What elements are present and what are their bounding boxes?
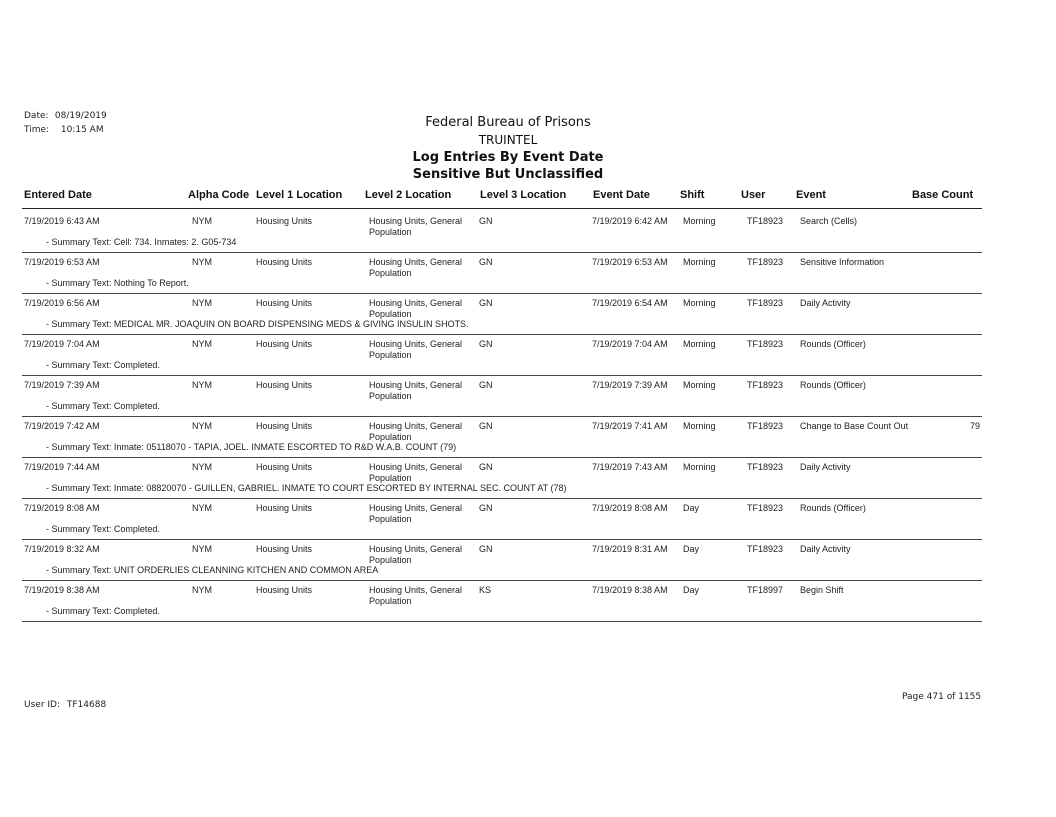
log-entries <box>0 212 1000 622</box>
col-level3-location: Level 3 Location <box>480 189 567 201</box>
system-name: TRUINTEL <box>478 133 538 147</box>
event-date-cell: 7/19/2019 8:08 AM <box>592 503 668 513</box>
level2-location-cell: Housing Units, General Population <box>369 462 463 483</box>
level3-location-cell: GN <box>479 544 493 554</box>
user-cell: TF18923 <box>747 216 784 226</box>
entered-date-cell: 7/19/2019 8:32 AM <box>24 544 100 554</box>
level2-location-cell: Housing Units, General Population <box>369 257 463 278</box>
shift-cell: Morning <box>683 462 716 472</box>
alpha-code-cell: NYM <box>192 216 212 226</box>
level3-location-cell: GN <box>479 421 493 431</box>
level2-location-cell: Housing Units, General Population <box>369 339 463 360</box>
user-cell: TF18923 <box>747 462 784 472</box>
event-cell: Rounds (Officer) <box>800 339 866 349</box>
level1-location-cell: Housing Units <box>256 298 313 308</box>
table-row <box>0 417 1000 458</box>
summary-text: - Summary Text: Inmate: 05118070 - TAPIA, JOEL. INMATE ESCORTED TO R&D W.A.B. COUNT (79) <box>46 442 457 452</box>
col-level1-location: Level 1 Location <box>256 189 343 201</box>
event-cell: Daily Activity <box>800 298 851 308</box>
level1-location-cell: Housing Units <box>256 585 313 595</box>
summary-text: - Summary Text: Cell: 734. Inmates: 2. G05-734 <box>46 237 237 247</box>
entered-date-cell: 7/19/2019 6:56 AM <box>24 298 100 308</box>
shift-cell: Morning <box>683 421 716 431</box>
col-user: User <box>741 189 766 201</box>
level1-location-cell: Housing Units <box>256 339 313 349</box>
event-cell: Search (Cells) <box>800 216 858 226</box>
event-date-cell: 7/19/2019 6:54 AM <box>592 298 668 308</box>
header-rule <box>22 208 982 209</box>
table-header <box>0 186 990 210</box>
summary-text: - Summary Text: Completed. <box>46 401 160 411</box>
table-row <box>0 581 1000 622</box>
level2-location-cell: Housing Units, General Population <box>369 421 463 442</box>
event-cell: Daily Activity <box>800 544 851 554</box>
event-cell: Sensitive Information <box>800 257 885 267</box>
level2-location-cell: Housing Units, General Population <box>369 298 463 319</box>
event-date-cell: 7/19/2019 8:31 AM <box>592 544 668 554</box>
entered-date-cell: 7/19/2019 6:43 AM <box>24 216 100 226</box>
user-cell: TF18923 <box>747 544 784 554</box>
entered-date-cell: 7/19/2019 7:42 AM <box>24 421 100 431</box>
summary-text: - Summary Text: Completed. <box>46 606 160 616</box>
classification: Sensitive But Unclassified <box>412 167 604 182</box>
level3-location-cell: GN <box>479 257 493 267</box>
level1-location-cell: Housing Units <box>256 216 313 226</box>
col-event: Event <box>796 189 826 201</box>
page-number: Page 471 of 1155 <box>902 692 982 702</box>
summary-text: - Summary Text: Completed. <box>46 360 160 370</box>
alpha-code-cell: NYM <box>192 421 212 431</box>
level2-location-cell: Housing Units, General Population <box>369 216 463 237</box>
col-entered-date: Entered Date <box>24 189 92 201</box>
alpha-code-cell: NYM <box>192 503 212 513</box>
level2-location-cell: Housing Units, General Population <box>369 380 463 401</box>
user-cell: TF18997 <box>747 585 784 595</box>
shift-cell: Morning <box>683 298 716 308</box>
summary-text: - Summary Text: Nothing To Report. <box>46 278 189 288</box>
event-cell: Begin Shift <box>800 585 844 595</box>
col-alpha-code: Alpha Code <box>188 189 250 201</box>
level2-location-cell: Housing Units, General Population <box>369 544 463 565</box>
summary-text: - Summary Text: Completed. <box>46 524 160 534</box>
user-cell: TF18923 <box>747 298 784 308</box>
event-cell: Rounds (Officer) <box>800 380 866 390</box>
shift-cell: Day <box>683 544 700 554</box>
user-cell: TF18923 <box>747 503 784 513</box>
footer-user <box>24 700 106 710</box>
event-date-cell: 7/19/2019 6:42 AM <box>592 216 668 226</box>
report-title: Log Entries By Event Date <box>412 150 604 165</box>
level1-location-cell: Housing Units <box>256 462 313 472</box>
table-row <box>0 376 1000 417</box>
col-shift: Shift <box>680 189 705 201</box>
alpha-code-cell: NYM <box>192 339 212 349</box>
user-cell: TF18923 <box>747 380 784 390</box>
entered-date-cell: 7/19/2019 7:44 AM <box>24 462 100 472</box>
alpha-code-cell: NYM <box>192 544 212 554</box>
alpha-code-cell: NYM <box>192 380 212 390</box>
level3-location-cell: GN <box>479 216 493 226</box>
level2-location-cell: Housing Units, General Population <box>369 585 463 606</box>
event-date-cell: 7/19/2019 7:41 AM <box>592 421 668 431</box>
event-date-cell: 7/19/2019 6:53 AM <box>592 257 668 267</box>
shift-cell: Morning <box>683 216 716 226</box>
shift-cell: Morning <box>683 257 716 267</box>
shift-cell: Day <box>683 503 700 513</box>
event-date-cell: 7/19/2019 7:39 AM <box>592 380 668 390</box>
table-row <box>0 458 1000 499</box>
user-cell: TF18923 <box>747 421 784 431</box>
table-row <box>0 499 1000 540</box>
level3-location-cell: GN <box>479 462 493 472</box>
event-date-cell: 7/19/2019 7:43 AM <box>592 462 668 472</box>
shift-cell: Morning <box>683 380 716 390</box>
event-cell: Daily Activity <box>800 462 851 472</box>
level3-location-cell: GN <box>479 503 493 513</box>
event-date-cell: 7/19/2019 7:04 AM <box>592 339 668 349</box>
table-row <box>0 212 1000 253</box>
level3-location-cell: GN <box>479 339 493 349</box>
entered-date-cell: 7/19/2019 7:04 AM <box>24 339 100 349</box>
alpha-code-cell: NYM <box>192 585 212 595</box>
shift-cell: Day <box>683 585 700 595</box>
row-rule <box>22 621 982 622</box>
org-name: Federal Bureau of Prisons <box>425 115 591 130</box>
event-date-cell: 7/19/2019 8:38 AM <box>592 585 668 595</box>
user-cell: TF18923 <box>747 339 784 349</box>
entered-date-cell: 7/19/2019 7:39 AM <box>24 380 100 390</box>
event-cell: Rounds (Officer) <box>800 503 866 513</box>
level1-location-cell: Housing Units <box>256 544 313 554</box>
table-row <box>0 294 1000 335</box>
date-value: 08/19/2019 <box>54 111 107 121</box>
level2-location-cell: Housing Units, General Population <box>369 503 463 524</box>
shift-cell: Morning <box>683 339 716 349</box>
col-event-date: Event Date <box>593 189 650 201</box>
col-level2-location: Level 2 Location <box>365 189 452 201</box>
summary-text: - Summary Text: UNIT ORDERLIES CLEANNING KITCHEN AND COMMON AREA <box>46 565 379 575</box>
user-id-value: TF14688 <box>66 700 107 710</box>
level1-location-cell: Housing Units <box>256 503 313 513</box>
alpha-code-cell: NYM <box>192 298 212 308</box>
event-cell: Change to Base Count Out <box>800 421 909 431</box>
level3-location-cell: KS <box>479 585 492 595</box>
summary-text: - Summary Text: Inmate: 08820070 - GUILLEN, GABRIEL. INMATE TO COURT ESCORTED BY INTERNAL SEC. COUNT AT (78) <box>46 483 567 493</box>
level1-location-cell: Housing Units <box>256 380 313 390</box>
level1-location-cell: Housing Units <box>256 421 313 431</box>
user-cell: TF18923 <box>747 257 784 267</box>
user-id-label: User ID: <box>24 700 60 710</box>
entered-date-cell: 7/19/2019 8:08 AM <box>24 503 100 513</box>
level3-location-cell: GN <box>479 380 493 390</box>
table-row <box>0 335 1000 376</box>
time-label: Time: <box>24 125 50 135</box>
time-value: 10:15 AM <box>60 125 104 135</box>
col-base-count: Base Count <box>912 189 974 201</box>
table-row <box>0 253 1000 294</box>
entered-date-cell: 7/19/2019 6:53 AM <box>24 257 100 267</box>
entered-date-cell: 7/19/2019 8:38 AM <box>24 585 100 595</box>
date-label: Date: <box>24 111 49 121</box>
summary-text: - Summary Text: MEDICAL MR. JOAQUIN ON BOARD DISPENSING MEDS & GIVING INSULIN SHOTS. <box>46 319 469 329</box>
table-row <box>0 540 1000 581</box>
level1-location-cell: Housing Units <box>256 257 313 267</box>
alpha-code-cell: NYM <box>192 462 212 472</box>
base-count-cell: 79 <box>970 421 981 431</box>
alpha-code-cell: NYM <box>192 257 212 267</box>
level3-location-cell: GN <box>479 298 493 308</box>
